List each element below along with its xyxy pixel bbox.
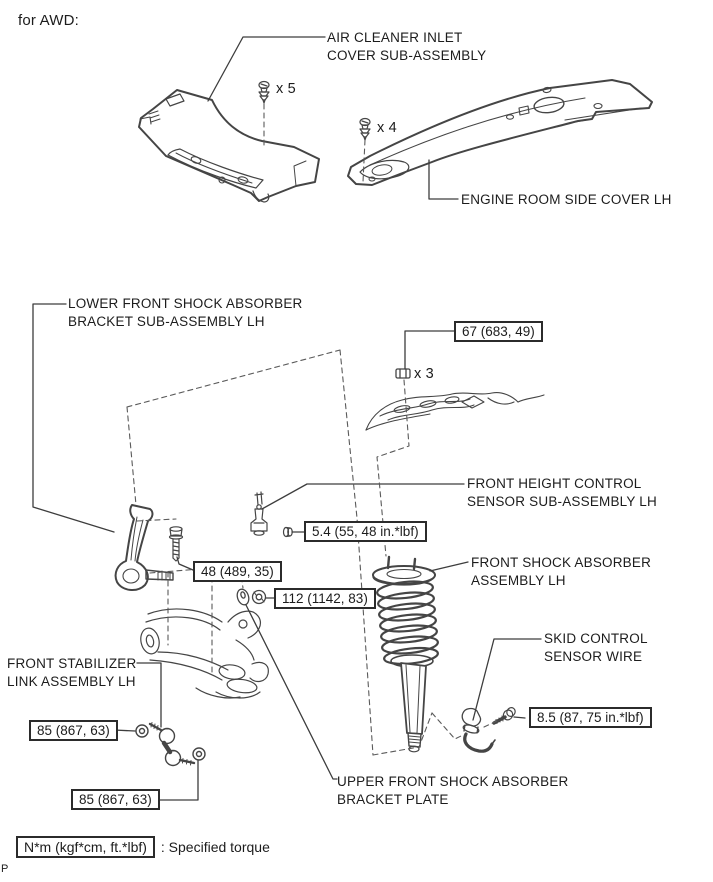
torque-box-stab-link-upper: 85 (867, 63) <box>29 720 118 741</box>
qty-air-cleaner-clips: x 5 <box>276 81 296 97</box>
stab-link-upper-nut-icon <box>136 725 148 737</box>
torque-box-shock-lower-nut: 112 (1142, 83) <box>274 588 376 609</box>
page-marker: P <box>1 863 9 875</box>
label-upper-bracket-plate-line1: UPPER FRONT SHOCK ABSORBER <box>337 774 569 789</box>
clip-fastener-x5-icon <box>259 82 269 104</box>
torque-legend <box>16 836 270 858</box>
torque-box-stab-link-lower: 85 (867, 63) <box>71 789 160 810</box>
label-skid-sensor-line2: SENSOR WIRE <box>544 649 643 664</box>
height-sensor-nut-icon <box>284 528 293 537</box>
label-air-cleaner <box>327 29 486 65</box>
label-shock-absorber-line2: ASSEMBLY LH <box>471 573 566 588</box>
qty-engine-cover-clips: x 4 <box>377 120 397 136</box>
label-lower-bracket-line2: BRACKET SUB-ASSEMBLY LH <box>68 314 265 329</box>
label-stabilizer-link-line2: LINK ASSEMBLY LH <box>7 674 136 689</box>
upper-bracket-plate-icon <box>235 588 250 607</box>
label-shock-absorber-line1: FRONT SHOCK ABSORBER <box>471 555 652 570</box>
label-lower-bracket <box>68 295 303 331</box>
label-air-cleaner-line2: COVER SUB-ASSEMBLY <box>327 48 487 63</box>
label-height-sensor <box>467 475 657 511</box>
strut-top-nut-icon <box>396 369 410 378</box>
alignment-dashes <box>127 104 497 755</box>
stab-link-lower-nut-icon <box>193 748 205 760</box>
lower-bracket-drawing <box>116 505 173 590</box>
apron-panel-drawing <box>366 393 544 430</box>
label-lower-bracket-line1: LOWER FRONT SHOCK ABSORBER <box>68 296 303 311</box>
label-stabilizer-link <box>7 655 136 691</box>
qty-shock-top-nuts: x 3 <box>414 366 434 382</box>
air-cleaner-cover-drawing <box>139 90 319 202</box>
torque-box-height-sensor-nut: 5.4 (55, 48 in.*lbf) <box>304 521 427 542</box>
skid-sensor-drawing <box>462 709 495 752</box>
label-upper-bracket-plate-line2: BRACKET PLATE <box>337 792 449 807</box>
variant-note: for AWD: <box>18 12 80 29</box>
stabilizer-link-drawing <box>150 723 194 766</box>
label-height-sensor-line1: FRONT HEIGHT CONTROL <box>467 476 642 491</box>
torque-box-bracket-bolt: 48 (489, 35) <box>193 561 282 582</box>
clip-fastener-x4-icon <box>360 119 370 141</box>
label-height-sensor-line2: SENSOR SUB-ASSEMBLY LH <box>467 494 657 509</box>
lower-arm-knuckle-drawing <box>138 609 268 698</box>
torque-box-shock-top-nuts: 67 (683, 49) <box>454 321 543 342</box>
bracket-bolt-icon <box>170 527 183 561</box>
label-skid-sensor <box>544 630 648 666</box>
shock-lower-nut-icon <box>253 591 266 604</box>
label-air-cleaner-line1: AIR CLEANER INLET <box>327 30 463 45</box>
label-shock-absorber <box>471 554 651 590</box>
torque-unit-box: N*m (kgf*cm, ft.*lbf) <box>16 836 155 858</box>
label-upper-bracket-plate <box>337 773 569 809</box>
skid-sensor-bolt-icon <box>494 706 517 723</box>
label-skid-sensor-line1: SKID CONTROL <box>544 631 648 646</box>
label-stabilizer-link-line1: FRONT STABILIZER <box>7 656 137 671</box>
height-sensor-drawing <box>251 492 267 535</box>
label-engine-room-cover: ENGINE ROOM SIDE COVER LH <box>461 192 672 207</box>
torque-legend-description: : Specified torque <box>160 839 270 855</box>
torque-box-skid-sensor-bolt: 8.5 (87, 75 in.*lbf) <box>529 707 652 728</box>
